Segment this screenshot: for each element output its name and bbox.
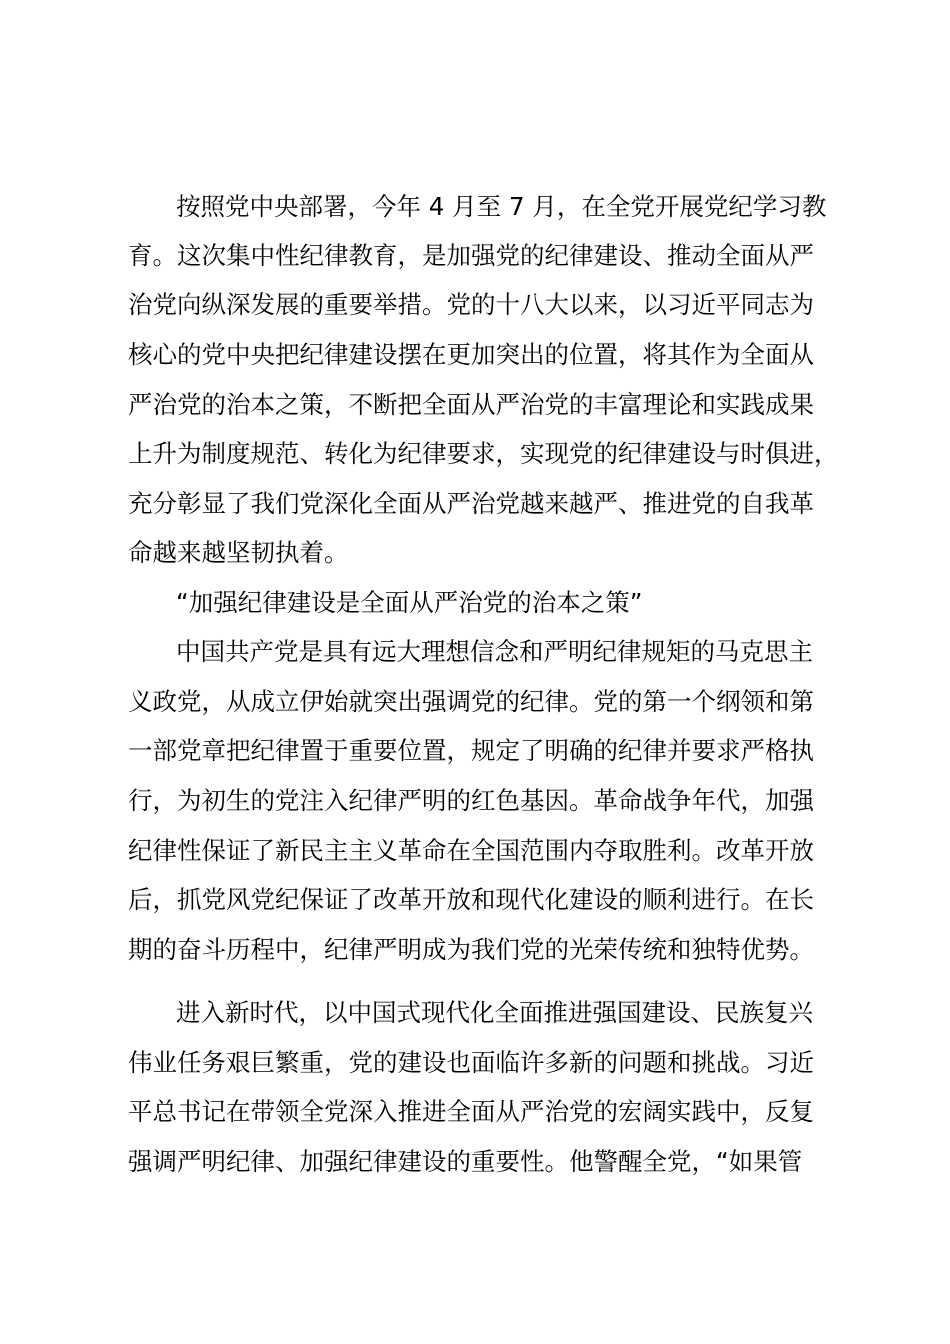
- text-line: 按照党中央部署，今年 4 月至 7 月，在全党开展党纪学习教: [176, 192, 827, 221]
- text-line: 一部党章把纪律置于重要位置，规定了明确的纪律并要求严格执: [128, 736, 814, 765]
- text-line: 治党向纵深发展的重要举措。党的十八大以来，以习近平同志为: [128, 290, 814, 319]
- text-line: 强调严明纪律、加强纪律建设的重要性。他警醒全党，“如果管: [128, 1147, 803, 1176]
- text-line: 上升为制度规范、转化为纪律要求，实现党的纪律建设与时俱进，: [128, 439, 839, 468]
- text-line: 充分彰显了我们党深化全面从严治党越来越严、推进党的自我革: [128, 489, 814, 518]
- text-line: 纪律性保证了新民主主义革命在全国范围内夺取胜利。改革开放: [128, 836, 814, 865]
- text-line: 义政党，从成立伊始就突出强调党的纪律。党的第一个纲领和第: [128, 687, 814, 716]
- text-line: 核心的党中央把纪律建设摆在更加突出的位置，将其作为全面从: [128, 340, 814, 369]
- text-line: 后，抓党风党纪保证了改革开放和现代化建设的顺利进行。在长: [128, 885, 814, 914]
- section-heading: “加强纪律建设是全面从严治党的治本之策”: [176, 588, 643, 617]
- text-line: 进入新时代，以中国式现代化全面推进强国建设、民族复兴: [176, 998, 813, 1027]
- text-line: 行，为初生的党注入纪律严明的红色基因。革命战争年代，加强: [128, 786, 814, 815]
- text-line: 命越来越坚韧执着。: [128, 538, 349, 567]
- text-line: 伟业任务艰巨繁重，党的建设也面临许多新的问题和挑战。习近: [128, 1048, 814, 1077]
- text-line: 严治党的治本之策，不断把全面从严治党的丰富理论和实践成果: [128, 390, 814, 419]
- text-line: 育。这次集中性纪律教育，是加强党的纪律建设、推动全面从严: [128, 241, 814, 270]
- text-line: 平总书记在带领全党深入推进全面从严治党的宏阔实践中，反复: [128, 1097, 814, 1126]
- text-line: 期的奋斗历程中，纪律严明成为我们党的光荣传统和独特优势。: [128, 935, 814, 964]
- text-line: 中国共产党是具有远大理想信念和严明纪律规矩的马克思主: [176, 637, 813, 666]
